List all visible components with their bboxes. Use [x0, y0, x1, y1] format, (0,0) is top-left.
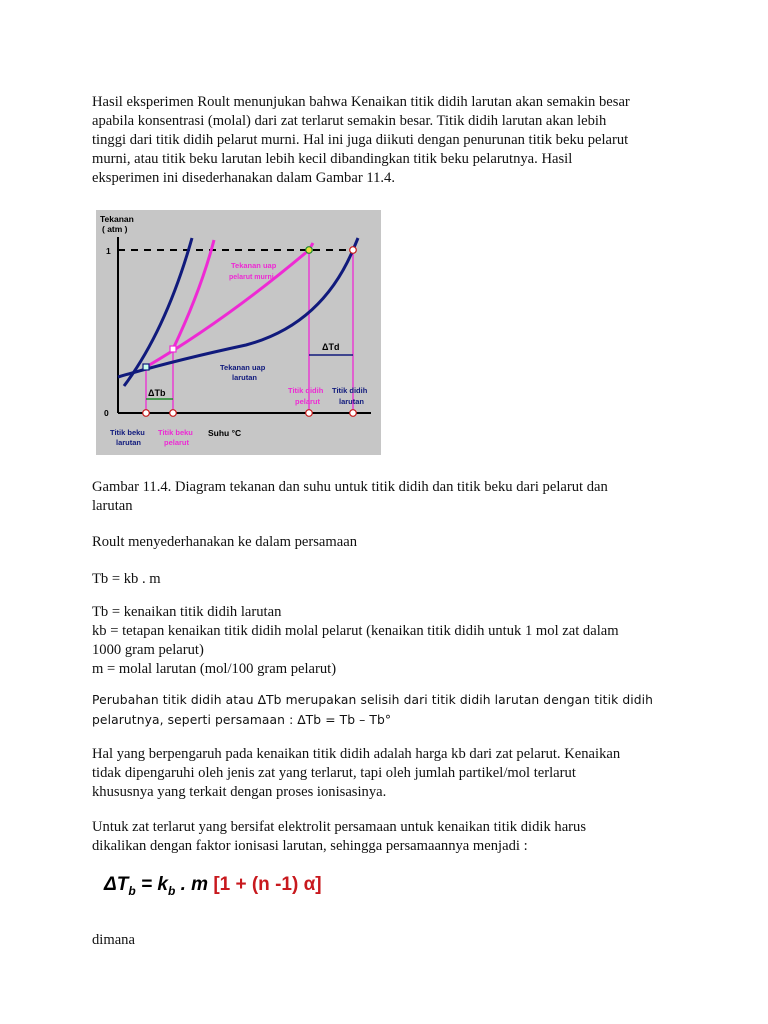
- y-axis-label-1: Tekanan: [100, 214, 134, 224]
- bp-solution-label-1: Titik didih: [332, 386, 368, 395]
- solid-pressure-curve: [124, 238, 192, 386]
- intro-paragraph: [92, 93, 682, 188]
- untuk-line: Untuk zat terlarut yang bersifat elektrolit persamaan untuk kenaikan titik didik harus: [92, 819, 587, 835]
- solvent-liquid-curve: [173, 240, 214, 349]
- fp-solvent-label-2: pelarut: [164, 438, 190, 447]
- definition-line: kb = tetapan kenaikan titik didih molal pelarut (kenaikan titik didih untuk 1 mol zat dalam: [92, 623, 619, 639]
- definition-line: 1000 gram pelarut): [92, 642, 204, 658]
- hal-line: tidak dipengaruhi oleh jenis zat yang terlarut, tapi oleh jumlah partikel/mol terlarut: [92, 765, 576, 781]
- untuk-line: dikalikan dengan faktor ionisasi larutan, sehingga persamaannya menjadi :: [92, 838, 528, 854]
- bp-solvent-label-1: Titik didih: [288, 386, 324, 395]
- marker-fp-solution: [143, 364, 149, 370]
- formula-eq-k: = k: [135, 874, 168, 895]
- y-axis-label-2: ( atm ): [102, 224, 128, 234]
- fp-solution-label-2: larutan: [116, 438, 142, 447]
- formula-delta-t: ΔT: [104, 874, 129, 895]
- marker-x-bp-solution: [350, 410, 357, 417]
- delta-td-label: ΔTd: [322, 342, 340, 352]
- formula-sub-b: b: [128, 883, 136, 898]
- delta-tb-label: ΔTb: [148, 388, 166, 398]
- marker-bp-solvent: [306, 247, 313, 254]
- definitions-paragraph: [92, 603, 682, 679]
- figure-caption: [92, 478, 682, 516]
- y-tick-zero: 0: [104, 408, 109, 418]
- hal-paragraph: [92, 745, 682, 802]
- bp-solvent-label-2: pelarut: [295, 397, 321, 406]
- marker-fp-solvent: [170, 346, 176, 352]
- formula-dot-m: . m: [175, 874, 214, 895]
- solution-pressure-label-1: Tekanan uap: [220, 363, 266, 372]
- intro-line: Hasil eksperimen Roult menunjukan bahwa Kenaikan titik didih larutan akan semakin besar: [92, 94, 630, 110]
- untuk-paragraph: [92, 818, 682, 856]
- dimana-paragraph: dimana: [92, 932, 135, 948]
- intro-line: apabila konsentrasi (molal) dari zat terlarut semakin besar. Titik didih larutan akan lebih: [92, 113, 607, 129]
- y-tick-top: 1: [106, 246, 111, 256]
- perubahan-line: Perubahan titik didih atau ∆Tb merupakan selisih dari titik didih larutan dengan titik didih: [92, 693, 654, 707]
- definition-line: Tb = kenaikan titik didih larutan: [92, 604, 282, 620]
- perubahan-line: pelarutnya, seperti persamaan : ∆Tb = Tb – Tb°: [92, 713, 392, 727]
- hal-line: Hal yang berpengaruh pada kenaikan titik didih adalah harga kb dari zat pelarut. Kenaikan: [92, 746, 621, 762]
- hal-line: khususnya yang terkait dengan proses ionisasinya.: [92, 784, 387, 800]
- pressure-temperature-diagram: [96, 210, 381, 455]
- marker-bp-solution: [350, 247, 357, 254]
- bp-solution-label-2: larutan: [339, 397, 365, 406]
- fp-solution-label-1: Titik beku: [110, 428, 145, 437]
- marker-x-fp-solvent: [170, 410, 177, 417]
- perubahan-paragraph: [92, 690, 692, 730]
- pure-pressure-label-2: pelarut murni: [229, 274, 274, 281]
- roult-paragraph: Roult menyederhanakan ke dalam persamaan: [92, 534, 358, 550]
- formula-ionization-factor: [1 + (n -1) α]: [213, 874, 322, 895]
- equation-paragraph: Tb = kb . m: [92, 571, 161, 587]
- solution-pressure-label-2: larutan: [232, 373, 258, 382]
- electrolyte-formula: [104, 874, 322, 898]
- intro-line: murni, atau titik beku larutan lebih kecil dibandingkan titik beku pelarutnya. Hasil: [92, 151, 573, 167]
- fp-solvent-label-1: Titik beku: [158, 428, 193, 437]
- marker-x-fp-solution: [143, 410, 150, 417]
- definition-line: m = molal larutan (mol/100 gram pelarut): [92, 661, 337, 677]
- caption-line: larutan: [92, 498, 133, 514]
- intro-line: tinggi dari titik didih pelarut murni. Hal ini juga diikuti dengan penurunan titik beku pelarut: [92, 132, 629, 148]
- x-axis-label: Suhu °C: [208, 428, 242, 438]
- caption-line: Gambar 11.4. Diagram tekanan dan suhu untuk titik didih dan titik beku dari pelarut dan: [92, 479, 608, 495]
- intro-line: eksperimen ini disederhanakan dalam Gambar 11.4.: [92, 170, 395, 186]
- pure-pressure-label-1: Tekanan uap: [231, 261, 277, 270]
- formula-sub-b: b: [167, 883, 176, 898]
- marker-x-bp-solvent: [306, 410, 313, 417]
